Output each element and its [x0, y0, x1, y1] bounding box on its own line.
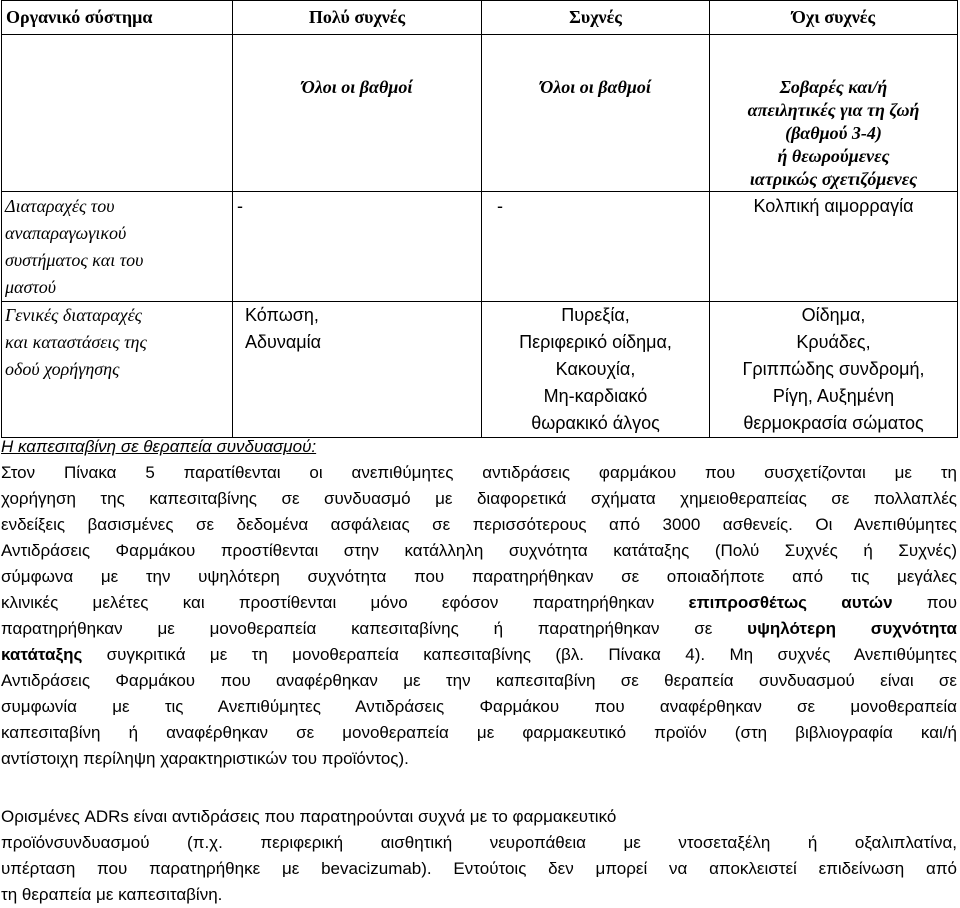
text-run: που — [892, 593, 957, 612]
subheader-uncommon-line: Σοβαρές και/ή — [779, 77, 888, 97]
paragraph-line: υπέρταση που παρατηρήθηκε με bevacizumab). Εντούτοις δεν μπορεί να αποκλειστεί επιδείνωση από — [1, 859, 957, 878]
paragraph-line: Αντιδράσεις Φαρμάκου που αναφέρθηκαν με την καπεσιταβίνη σε θεραπεία συνδυασμού είναι σε — [1, 671, 957, 690]
category-line: οδού χορήγησης — [5, 359, 120, 379]
text-run: κλινικές μελέτες και προστίθενται μόνο εφόσον παρατηρήθηκαν — [1, 593, 689, 612]
subheader-very-common: Όλοι οι βαθμοί — [301, 77, 413, 97]
common-cell — [482, 192, 710, 302]
table-row — [2, 192, 958, 302]
very-common-line: Κόπωση, — [245, 305, 319, 325]
uncommon-line: Γριππώδης συνδρομή, — [742, 359, 925, 379]
common-line: θωρακικό άλγος — [531, 413, 660, 433]
text-run: συγκριτικά με τη μονοθεραπεία καπεσιταβίνης (βλ. Πίνακα 4). Μη συχνές Ανεπιθύμητες — [82, 645, 957, 664]
subheader-uncommon-line: (βαθμού 3-4) — [785, 123, 882, 143]
common-line: Περιφερικό οίδημα, — [519, 332, 672, 352]
subheader-uncommon-line: απειλητικές για τη ζωή — [747, 100, 920, 120]
category-line: Γενικές διαταραχές — [5, 305, 142, 325]
paragraph-line: σύμφωνα με την υψηλότερη συχνότητα που παρατηρήθηκαν σε οποιαδήποτε από τις μεγάλες — [1, 567, 957, 586]
uncommon-line: θερμοκρασία σώματος — [743, 413, 924, 433]
very-common-cell — [233, 302, 482, 438]
paragraph-line: τη θεραπεία με καπεσιταβίνη. — [1, 885, 223, 904]
paragraph-line: Αντιδράσεις Φαρμάκου προστίθενται στην κατάλληλη συχνότητα κατάταξης (Πολύ Συχνές ή Συχνές) — [1, 541, 957, 560]
very-common-value: - — [237, 196, 243, 216]
paragraph-line: προϊόνσυνδυασμού (π.χ. περιφερική αισθητική νευροπάθεια με ντοσεταξέλη ή οξαλιπλατίνα, — [1, 833, 957, 852]
header-very-common: Πολύ συχνές — [233, 1, 482, 35]
text-run: παρατηρήθηκαν με μονοθεραπεία καπεσιταβίνης ή παρατηρήθηκαν σε — [1, 619, 748, 638]
common-line: Μη-καρδιακό — [543, 386, 648, 406]
paragraph-line — [1, 590, 957, 616]
uncommon-line: Ρίγη, Αυξημένη — [772, 386, 895, 406]
subheader-uncommon-line: ή θεωρούμενες — [777, 146, 890, 166]
category-cell — [2, 192, 233, 302]
subheader-very-common-cell — [233, 35, 482, 192]
paragraph-line — [1, 616, 957, 642]
paragraph-line: καπεσιταβίνη ή αναφέρθηκαν σε μονοθεραπεία με φαρμακευτικό προϊόν (στη βιβλιογραφία και/ή — [1, 723, 957, 742]
common-value: - — [497, 196, 503, 216]
subheader-empty — [2, 35, 233, 192]
section-heading: Η καπεσιταβίνη σε θεραπεία συνδυασμού: — [1, 437, 317, 456]
paragraph-line: Στον Πίνακα 5 παρατίθενται οι ανεπιθύμητες αντιδράσεις φαρμάκου που συσχετίζονται με τη — [1, 463, 957, 482]
paragraph-line: συμφωνία με τις Ανεπιθύμητες Αντιδράσεις Φαρμάκου που αναφέρθηκαν σε μονοθεραπεία — [1, 697, 957, 716]
table-subheader-row — [2, 35, 958, 192]
header-organ-system: Οργανικό σύστημα — [2, 1, 233, 35]
very-common-cell — [233, 192, 482, 302]
category-line: και καταστάσεις της — [5, 332, 147, 352]
header-uncommon: Όχι συχνές — [710, 1, 958, 35]
subheader-uncommon-line: ιατρικώς σχετιζόμενες — [749, 169, 918, 189]
adverse-reactions-table — [1, 0, 958, 438]
subheader-common-cell — [482, 35, 710, 192]
table-row — [2, 302, 958, 438]
category-cell — [2, 302, 233, 438]
paragraph-line: χορήγηση της καπεσιταβίνης σε συνδυασμό με διαφορετικά σχήματα χημειοθεραπείας σε πολλαπλές — [1, 489, 957, 508]
uncommon-value: Κολπική αιμορραγία — [753, 196, 914, 216]
paragraph-line: Ορισμένες ADRs είναι αντιδράσεις που παρατηρούνται συχνά με το φαρμακευτικό — [1, 807, 617, 826]
bold-run: υψηλότερη συχνότητα — [747, 619, 957, 638]
subheader-common: Όλοι οι βαθμοί — [540, 77, 651, 97]
subheader-uncommon-cell — [710, 35, 958, 192]
uncommon-cell — [710, 192, 958, 302]
table-header-row — [2, 1, 958, 35]
bold-run: επιπροσθέτως αυτών — [688, 593, 893, 612]
common-line: Πυρεξία, — [561, 305, 630, 325]
category-line: μαστού — [5, 277, 57, 297]
common-line: Κακουχία, — [555, 359, 636, 379]
bold-run: κατάταξης — [1, 645, 83, 664]
category-line: αναπαραγωγικού — [5, 223, 127, 243]
paragraph-line — [1, 642, 957, 668]
paragraph-combination-therapy — [1, 460, 957, 772]
uncommon-cell — [710, 302, 958, 438]
uncommon-line: Κρυάδες, — [796, 332, 871, 352]
paragraph-adrs — [1, 804, 957, 908]
paragraph-line: αντίστοιχη περίληψη χαρακτηριστικών του προϊόντος). — [1, 749, 409, 768]
header-common: Συχνές — [482, 1, 710, 35]
paragraph-line: ενδείξεις βασισμένες σε δεδομένα ασφάλειας σε περισσότερους από 3000 ασθενείς. Οι Ανεπιθύμητες — [1, 515, 957, 534]
category-line: Διαταραχές του — [5, 196, 115, 216]
very-common-line: Αδυναμία — [245, 332, 322, 352]
category-line: συστήματος και του — [5, 250, 144, 270]
uncommon-line: Οίδημα, — [801, 305, 866, 325]
common-cell — [482, 302, 710, 438]
